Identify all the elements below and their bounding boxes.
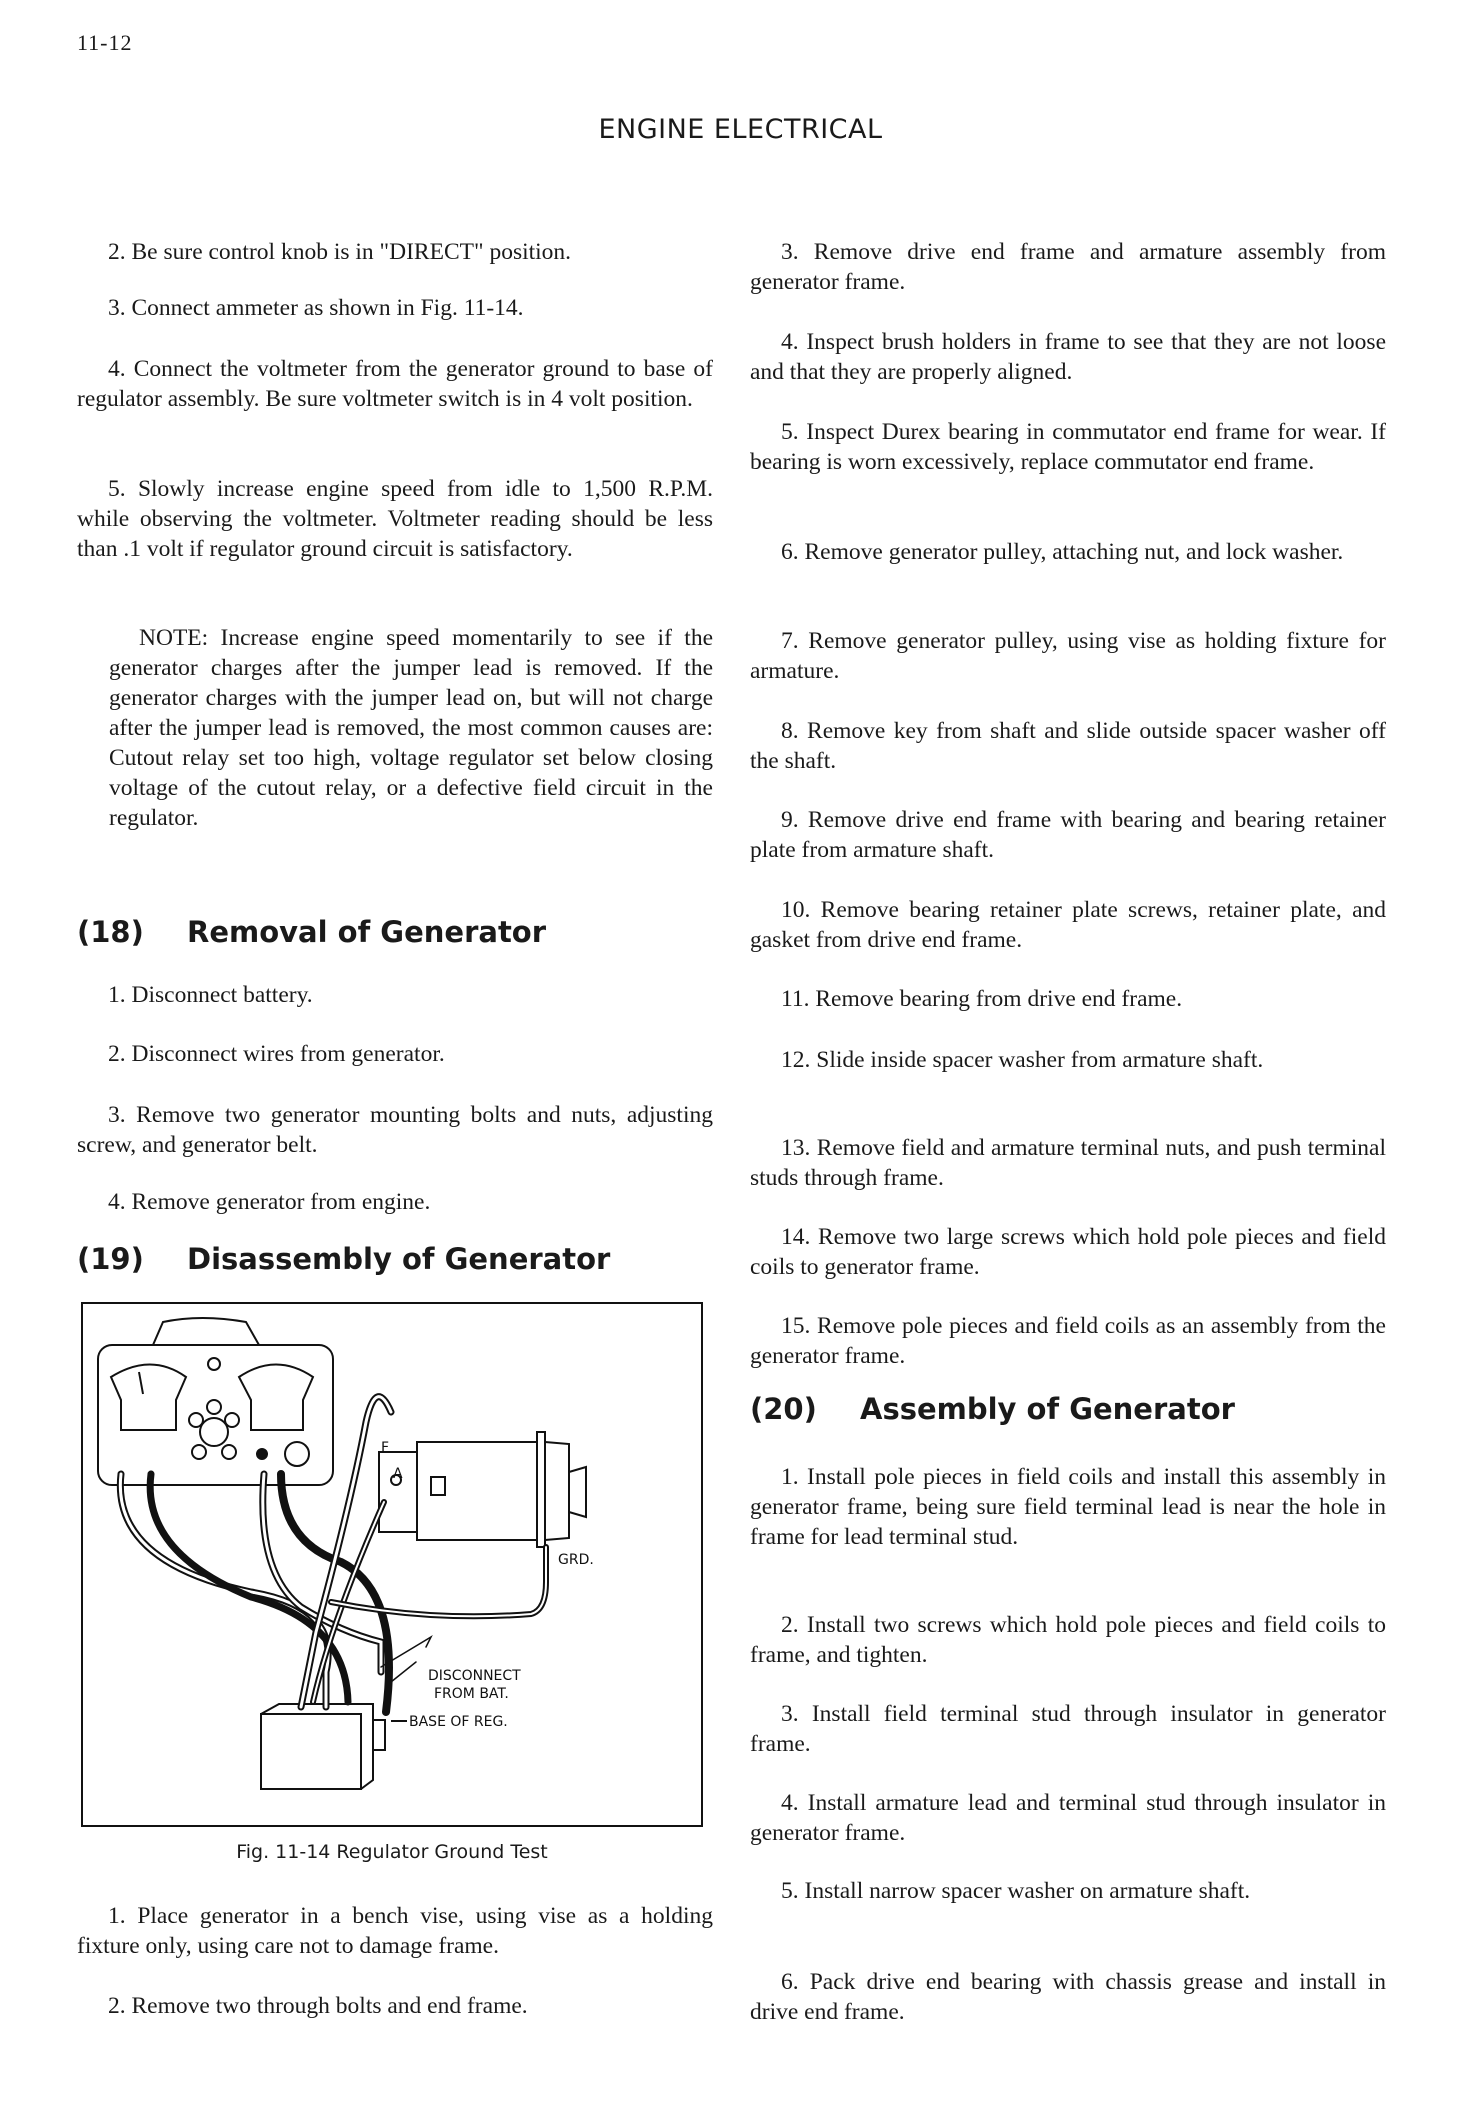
list-item: 2. Remove two through bolts and end frame. [108,1993,528,2019]
list-item: 6. Pack drive end bearing with chassis grease and install in drive end frame. [750,1969,1386,2025]
section-number: (18) [77,915,144,949]
list-item: 14. Remove two large screws which hold pole pieces and field coils to generator frame. [750,1224,1386,1280]
label-a: A [393,1466,403,1482]
label-f: F [381,1440,390,1456]
list-item: 10. Remove bearing retainer plate screws, retainer plate, and gasket from drive end frame. [750,897,1386,953]
label-disconnect: DISCONNECT [428,1668,521,1684]
figure-regulator-ground-test [81,1302,703,1827]
paragraph: 5. Slowly increase engine speed from idle to 1,500 R.P.M. while observing the voltmeter. Voltmeter reading should be less than .1 volt if regulator ground circuit is satisfactory. [77,476,713,562]
list-item: 4. Remove generator from engine. [108,1189,431,1215]
list-item: 8. Remove key from shaft and slide outside spacer washer off the shaft. [750,718,1386,774]
list-item: 13. Remove field and armature terminal nuts, and push terminal studs through frame. [750,1135,1386,1191]
section-heading-20 [750,1392,1235,1426]
generator-illustration [379,1432,586,1547]
regulator-illustration [261,1704,385,1789]
page-title: ENGINE ELECTRICAL [598,114,883,145]
note-paragraph: NOTE: Increase engine speed momentarily to see if the generator charges after the jumper lead is removed. If the generator charges with the jumper lead on, but will not charge after the jumper lead is removed, the most common causes are: Cutout relay set too high, voltage regulator set below closing voltage of the cutout relay, or a defective field circuit in the regulator. [109,625,713,831]
list-item: 3. Install field terminal stud through insulator in generator frame. [750,1701,1386,1757]
list-item: 1. Place generator in a bench vise, using vise as a holding fixture only, using care not to damage frame. [77,1903,713,1959]
section-heading-18 [77,915,546,949]
label-base-of-reg: BASE OF REG. [409,1714,508,1730]
list-item: 1. Disconnect battery. [108,982,313,1008]
label-from-bat: FROM BAT. [434,1686,509,1702]
list-item: 6. Remove generator pulley, attaching nut, and lock washer. [781,539,1344,565]
list-item: 3. Remove drive end frame and armature assembly from generator frame. [750,239,1386,295]
paragraph: 4. Connect the voltmeter from the generator ground to base of regulator assembly. Be sure voltmeter switch is in 4 volt position. [77,356,713,412]
section-title: Assembly of Generator [860,1392,1235,1426]
list-item: 5. Install narrow spacer washer on armature shaft. [781,1878,1251,1904]
list-item: 2. Install two screws which hold pole pieces and field coils to frame, and tighten. [750,1612,1386,1668]
list-item: 3. Remove two generator mounting bolts and nuts, adjusting screw, and generator belt. [77,1102,713,1158]
list-item: 11. Remove bearing from drive end frame. [781,986,1183,1012]
tester-illustration [98,1318,333,1485]
section-heading-19 [77,1242,610,1276]
paragraph: 3. Connect ammeter as shown in Fig. 11-14. [108,295,524,321]
section-number: (20) [750,1392,817,1426]
paragraph: 2. Be sure control knob is in "DIRECT" position. [108,239,572,265]
list-item: 4. Inspect brush holders in frame to see that they are not loose and that they are properly aligned. [750,329,1386,385]
list-item: 7. Remove generator pulley, using vise as holding fixture for armature. [750,628,1386,684]
list-item: 1. Install pole pieces in field coils and install this assembly in generator frame, being sure field terminal lead is near the hole in frame for lead terminal stud. [750,1464,1386,1550]
list-item: 9. Remove drive end frame with bearing and bearing retainer plate from armature shaft. [750,807,1386,863]
section-title: Removal of Generator [187,915,547,949]
list-item: 4. Install armature lead and terminal stud through insulator in generator frame. [750,1790,1386,1846]
page-number: 11-12 [77,30,133,55]
list-item: 2. Disconnect wires from generator. [108,1041,445,1067]
list-item: 5. Inspect Durex bearing in commutator end frame for wear. If bearing is worn excessively, replace commutator end frame. [750,419,1386,475]
section-title: Disassembly of Generator [187,1242,611,1276]
list-item: 15. Remove pole pieces and field coils as an assembly from the generator frame. [750,1313,1386,1369]
list-item: 12. Slide inside spacer washer from armature shaft. [781,1047,1264,1073]
section-number: (19) [77,1242,144,1276]
figure-caption: Fig. 11-14 Regulator Ground Test [236,1841,548,1863]
label-grd: GRD. [558,1552,594,1568]
